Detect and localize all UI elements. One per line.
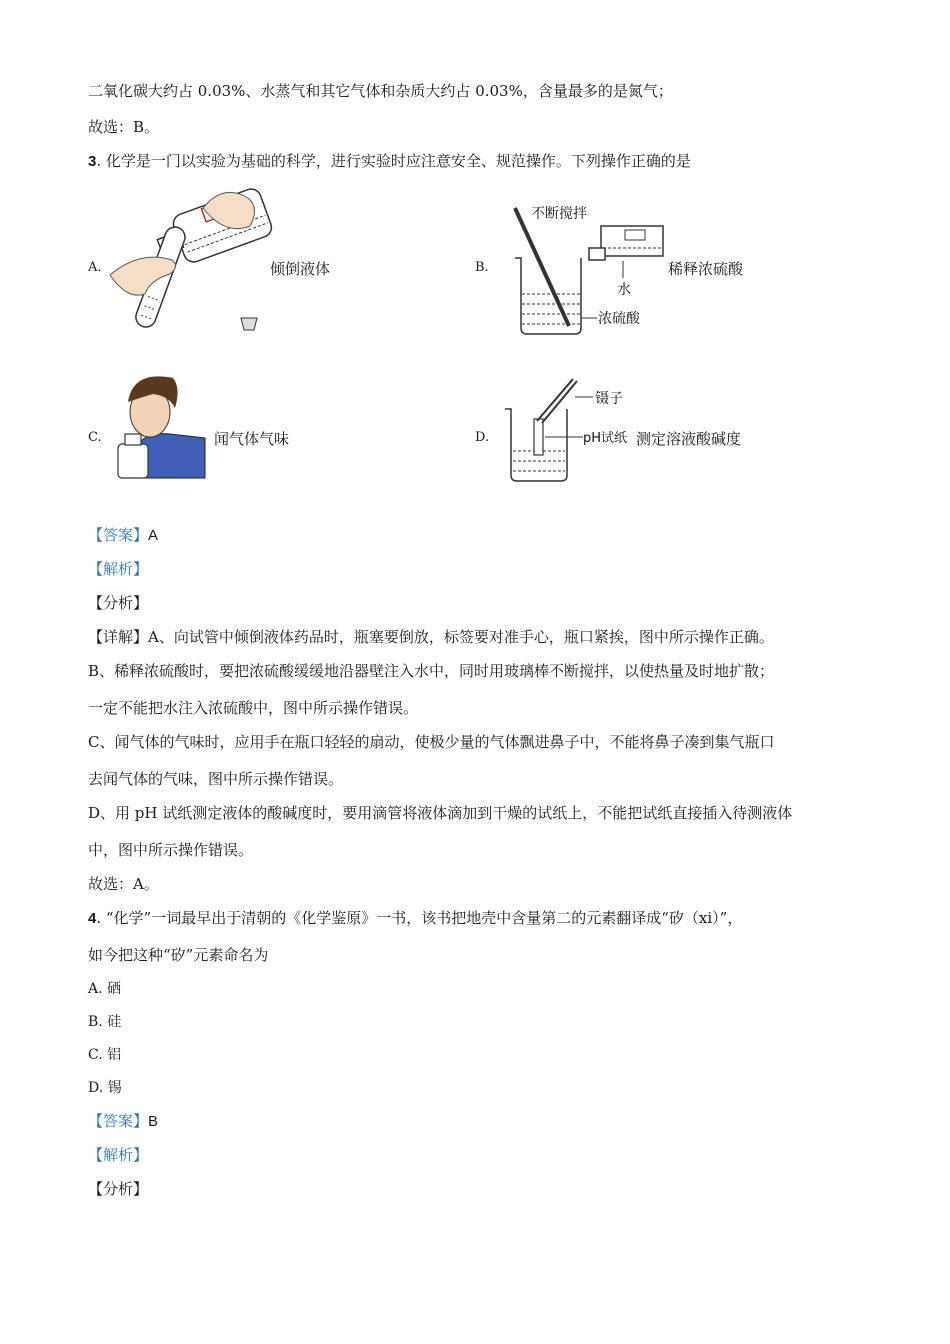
- question-text: . “化学”一词最早出于清朝的《化学鉴原》一书，该书把地壳中含量第二的元素翻译成“矽（xi）”，: [96, 909, 743, 927]
- detail-a: [88, 626, 774, 647]
- detail-b-2: 一定不能把水注入浓硫酸中，图中所示操作错误。: [88, 699, 419, 717]
- option-d-caption: 测定溶液酸碱度: [636, 430, 742, 448]
- detail-d-2: 中，图中所示操作错误。: [88, 841, 254, 859]
- detail-b-1: B、稀释浓硫酸时，要把浓硫酸缓缓地沿器壁注入水中，同时用玻璃棒不断搅拌，以使热量及时地扩散；: [88, 662, 775, 680]
- question-number: 3: [88, 153, 97, 170]
- choose-3: 故选：A。: [88, 875, 159, 893]
- question-4: [88, 907, 742, 928]
- option-c-letter: C.: [88, 430, 102, 445]
- option-b-caption: 稀释浓硫酸: [668, 260, 744, 278]
- answer-4: [88, 1110, 158, 1131]
- question-4-cont: 如今把这种“矽”元素命名为: [88, 946, 269, 964]
- dilute-acid-figure: [505, 196, 665, 341]
- smell-gas-figure: [110, 372, 210, 482]
- tweezers-label: 镊子: [595, 391, 623, 407]
- option-c-caption: 闻气体气味: [214, 430, 290, 448]
- fenxi-tag: 【分析】: [88, 594, 149, 612]
- fenxi-tag: 【分析】: [88, 1180, 149, 1198]
- q4-option-b: B. 硅: [88, 1014, 122, 1030]
- answer-value: B: [148, 1113, 159, 1130]
- answer-value: A: [148, 527, 159, 544]
- detail-c-1: C、闻气体的气味时，应用手在瓶口轻轻的扇动，使极少量的气体飘进鼻子中，不能将鼻子凑到集气瓶口: [88, 733, 775, 751]
- stir-label: 不断搅拌: [531, 206, 587, 222]
- question-text: . 化学是一门以实验为基础的科学，进行实验时应注意安全、规范操作。下列操作正确的是: [96, 152, 691, 170]
- text-line: 二氧化碳大约占 0.03%、水蒸气和其它气体和杂质大约占 0.03%，含量最多的是氮气；: [88, 82, 673, 100]
- option-b-letter: B.: [475, 260, 489, 275]
- detail-d-1: D、用 pH 试纸测定液体的酸碱度时，要用滴管将液体滴加到干燥的试纸上，不能把试纸直接插入待测液体: [88, 804, 793, 822]
- detail-a-text: A、向试管中倾倒液体药品时，瓶塞要倒放，标签要对准手心，瓶口紧挨，图中所示操作正确。: [148, 628, 774, 646]
- q4-option-a: A. 硒: [88, 981, 122, 997]
- option-d-letter: D.: [475, 430, 490, 445]
- answer-tag: 【答案】: [88, 526, 149, 544]
- question-number: 4: [88, 910, 97, 927]
- option-a-caption: 倾倒液体: [270, 260, 331, 278]
- option-a-letter: A.: [88, 260, 102, 275]
- water-label: 水: [617, 282, 631, 298]
- acid-label: 浓硫酸: [598, 311, 640, 327]
- pour-liquid-figure: [108, 180, 278, 340]
- q4-option-c: C. 铝: [88, 1047, 122, 1063]
- detail-c-2: 去闻气体的气味，图中所示操作错误。: [88, 770, 344, 788]
- detail-tag: 【详解】: [88, 628, 149, 646]
- text-line: 故选：B。: [88, 118, 160, 136]
- analysis-tag: 【解析】: [88, 560, 149, 578]
- question-3: [88, 150, 691, 171]
- ph-paper-label: pH试纸: [583, 431, 628, 446]
- answer-tag: 【答案】: [88, 1112, 149, 1130]
- analysis-tag: 【解析】: [88, 1146, 149, 1164]
- answer-3: [88, 524, 158, 545]
- ph-test-figure: [505, 375, 645, 485]
- q4-option-d: D. 锡: [88, 1080, 122, 1096]
